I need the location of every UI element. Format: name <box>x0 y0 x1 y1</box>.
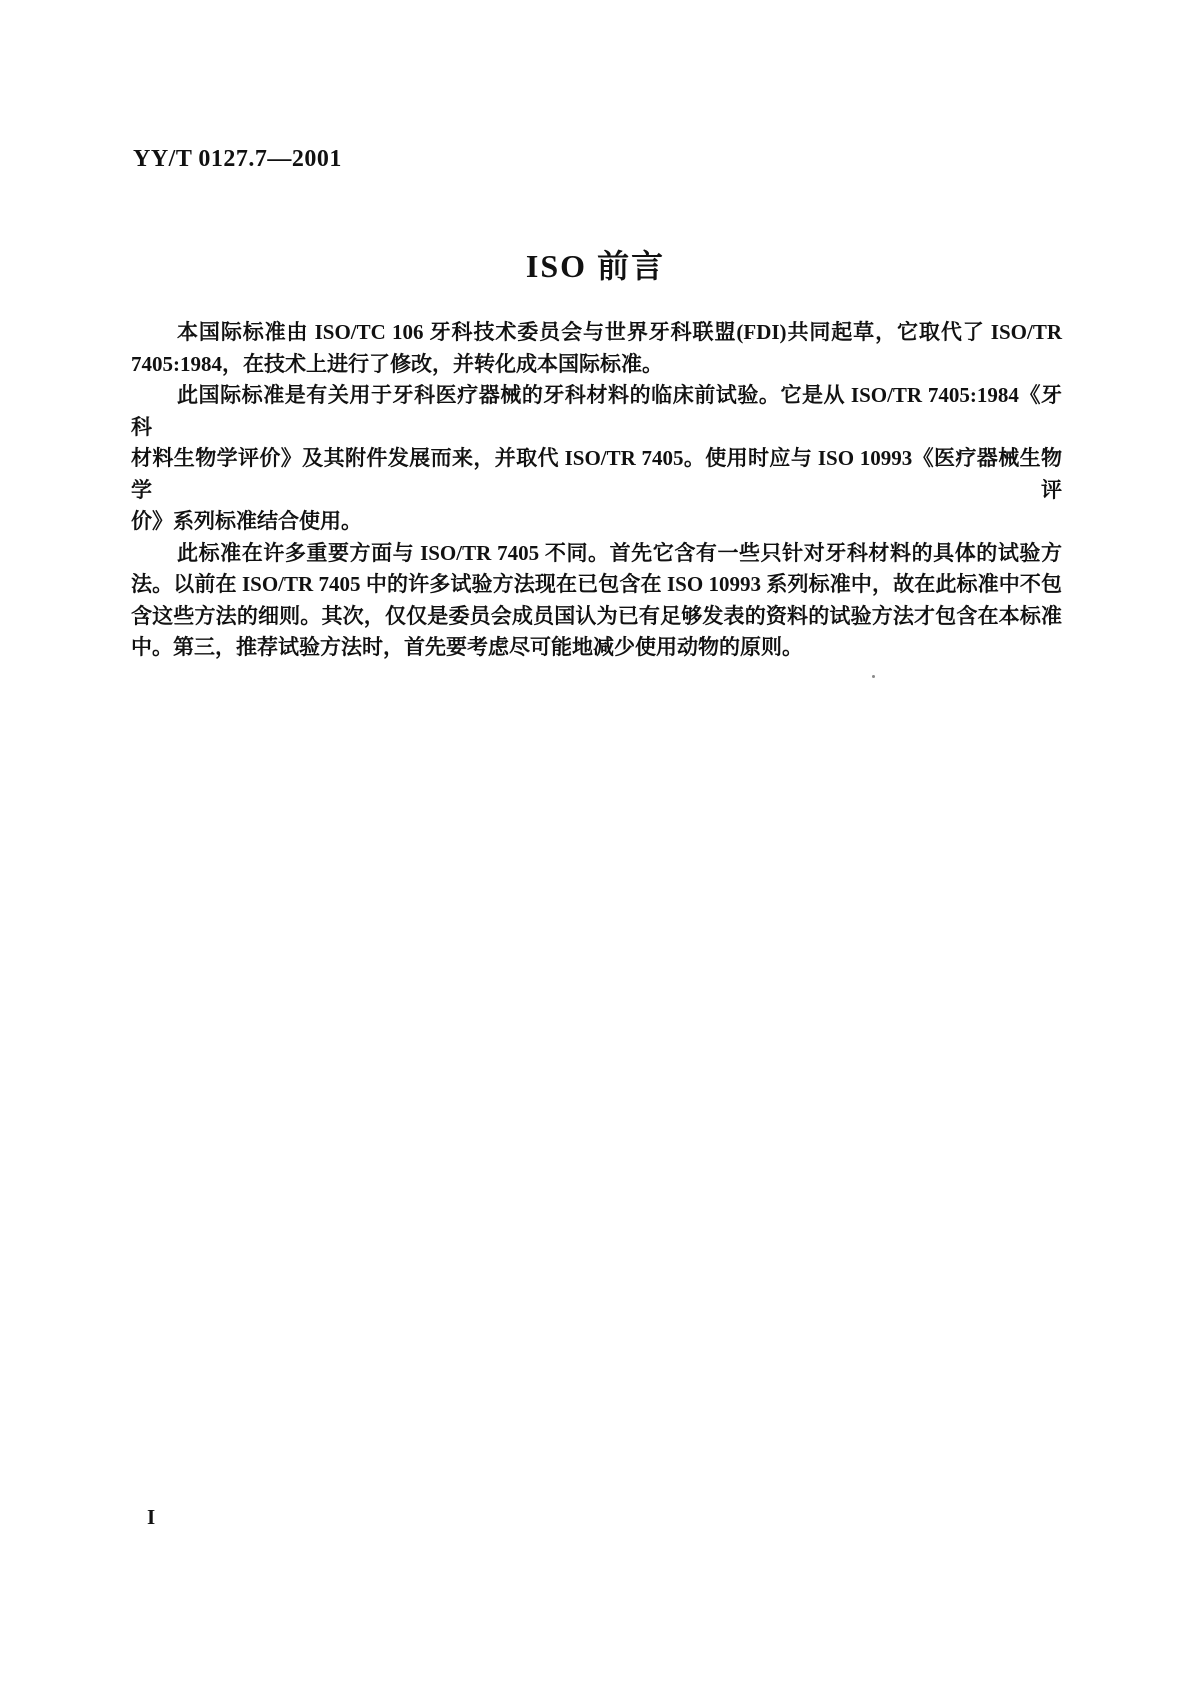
body-line: 此标准在许多重要方面与 ISO/TR 7405 不同。首先它含有一些只针对牙科材料的具体的试验方 <box>177 540 1062 565</box>
standard-code: YY/T 0127.7—2001 <box>133 146 342 172</box>
body-line: 中。第三，推荐试验方法时，首先要考虑尽可能地减少使用动物的原则。 <box>131 635 803 659</box>
body-line: 本国际标准由 ISO/TC 106 牙科技术委员会与世界牙科联盟(FDI)共同起草，它取代了 ISO/TR <box>177 320 1062 344</box>
paragraph <box>131 317 1062 380</box>
body-line: 法。以前在 ISO/TR 7405 中的许多试验方法现在已包含在 ISO 10993 系列标准中，故在此标准中不包 <box>131 572 1062 596</box>
document-body <box>131 317 1062 664</box>
page-number: I <box>147 1505 156 1529</box>
body-line: 7405:1984，在技术上进行了修改，并转化成本国际标准。 <box>131 351 663 376</box>
body-line: 价》系列标准结合使用。 <box>131 509 362 533</box>
page-title: ISO 前言 <box>525 248 666 284</box>
scan-speck <box>872 675 875 678</box>
paragraph <box>131 380 1062 538</box>
paragraph <box>131 538 1062 664</box>
body-line: 此国际标准是有关用于牙科医疗器械的牙科材料的临床前试验。它是从 ISO/TR 7405:1984《牙科 <box>131 383 1062 439</box>
body-line: 材料生物学评价》及其附件发展而来，并取代 ISO/TR 7405。使用时应与 ISO 10993《医疗器械生物学评 <box>131 446 1062 502</box>
body-line: 含这些方法的细则。其次，仅仅是委员会成员国认为已有足够发表的资料的试验方法才包含在本标准 <box>131 603 1062 628</box>
